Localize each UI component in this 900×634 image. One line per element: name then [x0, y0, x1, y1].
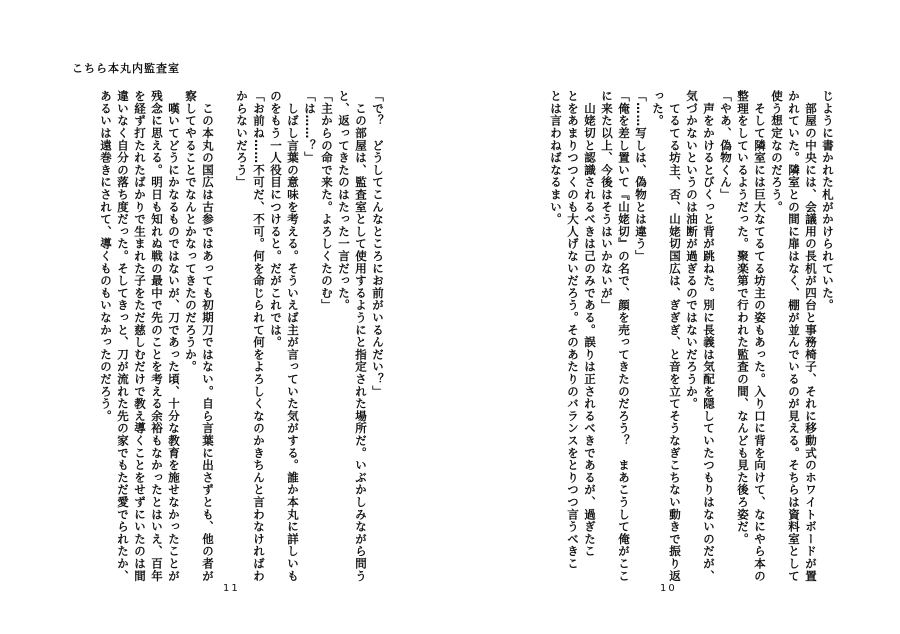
text-column: 嘆いてどうにかなるものではないが、刀であった頃、十分な教育を施せなかったことが [167, 90, 181, 582]
text-column: 声をかけるとびくっと背が跳ねた。別に長義は気配を隠していたつもりはないのだが、 [702, 90, 716, 582]
text-column: しばし言葉の意味を考える。そういえば主が言っていた気がする。誰か本丸に詳しいも [286, 90, 300, 582]
text-column: った。 [651, 90, 665, 127]
text-column: 「……写しは、偽物とは違う」 [634, 90, 648, 263]
text-column: 「主からの命で来た。よろしくたのむ」 [320, 90, 334, 312]
text-column: 違いなく自分の落ち度だった。そしてきっと、刀が流れた先の家でもただ愛でられたか、 [116, 90, 130, 582]
text-column: じように書かれた札がかけられていた。 [821, 90, 835, 312]
text-column: 残念に思える。明日も知れぬ戦の最中で先のことを考える余裕もなかったとはいえ、百年 [150, 90, 164, 582]
text-column: 気づかないというのは油断が過ぎるのではないだろうか。 [685, 90, 699, 410]
page-number-left: 11 [223, 583, 240, 594]
text-column: と、返ってきたのはたった一言だった。 [337, 90, 351, 312]
text-column: からないだろう」 [235, 90, 249, 189]
text-column: 「お前ね……不可だ、不可。何を命じられて何をよろしくなのかきちんと言わなければわ [252, 90, 266, 582]
text-column: 山姥切と認識されるべきは己のみである。誤りは正されるべきであるが、過ぎたこ [583, 90, 597, 558]
text-column: を経ず打たれたばかりで生まれた子をただ慈しむだけで教え導くことをせずにいたのは間 [133, 90, 147, 582]
page-number-right: 10 [660, 583, 677, 594]
text-column: てるてる坊主、否、山姥切国広は、ぎぎぎ、と音を立てそうなぎこちない動きで振り返 [668, 90, 682, 582]
text-column: 「俺を差し置いて『山姥切』の名で、顔を売ってきたのだろう？ まあこうして俺がここ [617, 90, 631, 582]
text-column: 察してやることでなんとかなってきたのだろうか。 [184, 90, 198, 373]
text-column: そして隣室には巨大なてるてる坊主の姿もあった。入り口に背を向けて、なにやら本の [753, 90, 767, 582]
text-column: 整理をしているようだった。聚楽第で行われた監査の間、なんども見た後ろ姿だ。 [736, 90, 750, 546]
text-column: のをもう一人役目につけると。だがこれでは。 [269, 90, 283, 349]
text-column: 「で？ どうしてこんなところにお前がいるんだい？」 [371, 90, 385, 398]
text-column: かれていた。隣室との間に扉はなく、棚が並んでいるのが見える。そちらは資料室として [787, 90, 801, 582]
text-column: とは言わねばなるまい。 [549, 90, 563, 226]
text-column: 「やあ、偽物くん」 [719, 90, 733, 201]
text-column: 部屋の中央には、会議用の長机が四台と事務椅子、それに移動式のホワイトボードが置 [804, 90, 818, 582]
running-header: こちら本丸内監査室 [72, 62, 180, 75]
text-column: この部屋は、監査室として使用するようにと指定された場所だ。いぶかしみながら問う [354, 90, 368, 582]
text-column: に来た以上、今後はそうはいかないが」 [600, 90, 614, 312]
text-column: 「は……？」 [303, 90, 317, 164]
text-column: 使う想定なのだろう。 [770, 90, 784, 213]
text-column: この本丸の国広は古参ではあっても初期刀ではない。自ら言葉に出さずとも、他の者が [201, 90, 215, 582]
text-column: あるいは遠巻きにされて、導くものもいなかったのだろう。 [99, 90, 113, 423]
text-column: とをあまりつつくのも大人げないだろう。そのあたりのバランスをとりつつ言うべきこ [566, 90, 580, 570]
